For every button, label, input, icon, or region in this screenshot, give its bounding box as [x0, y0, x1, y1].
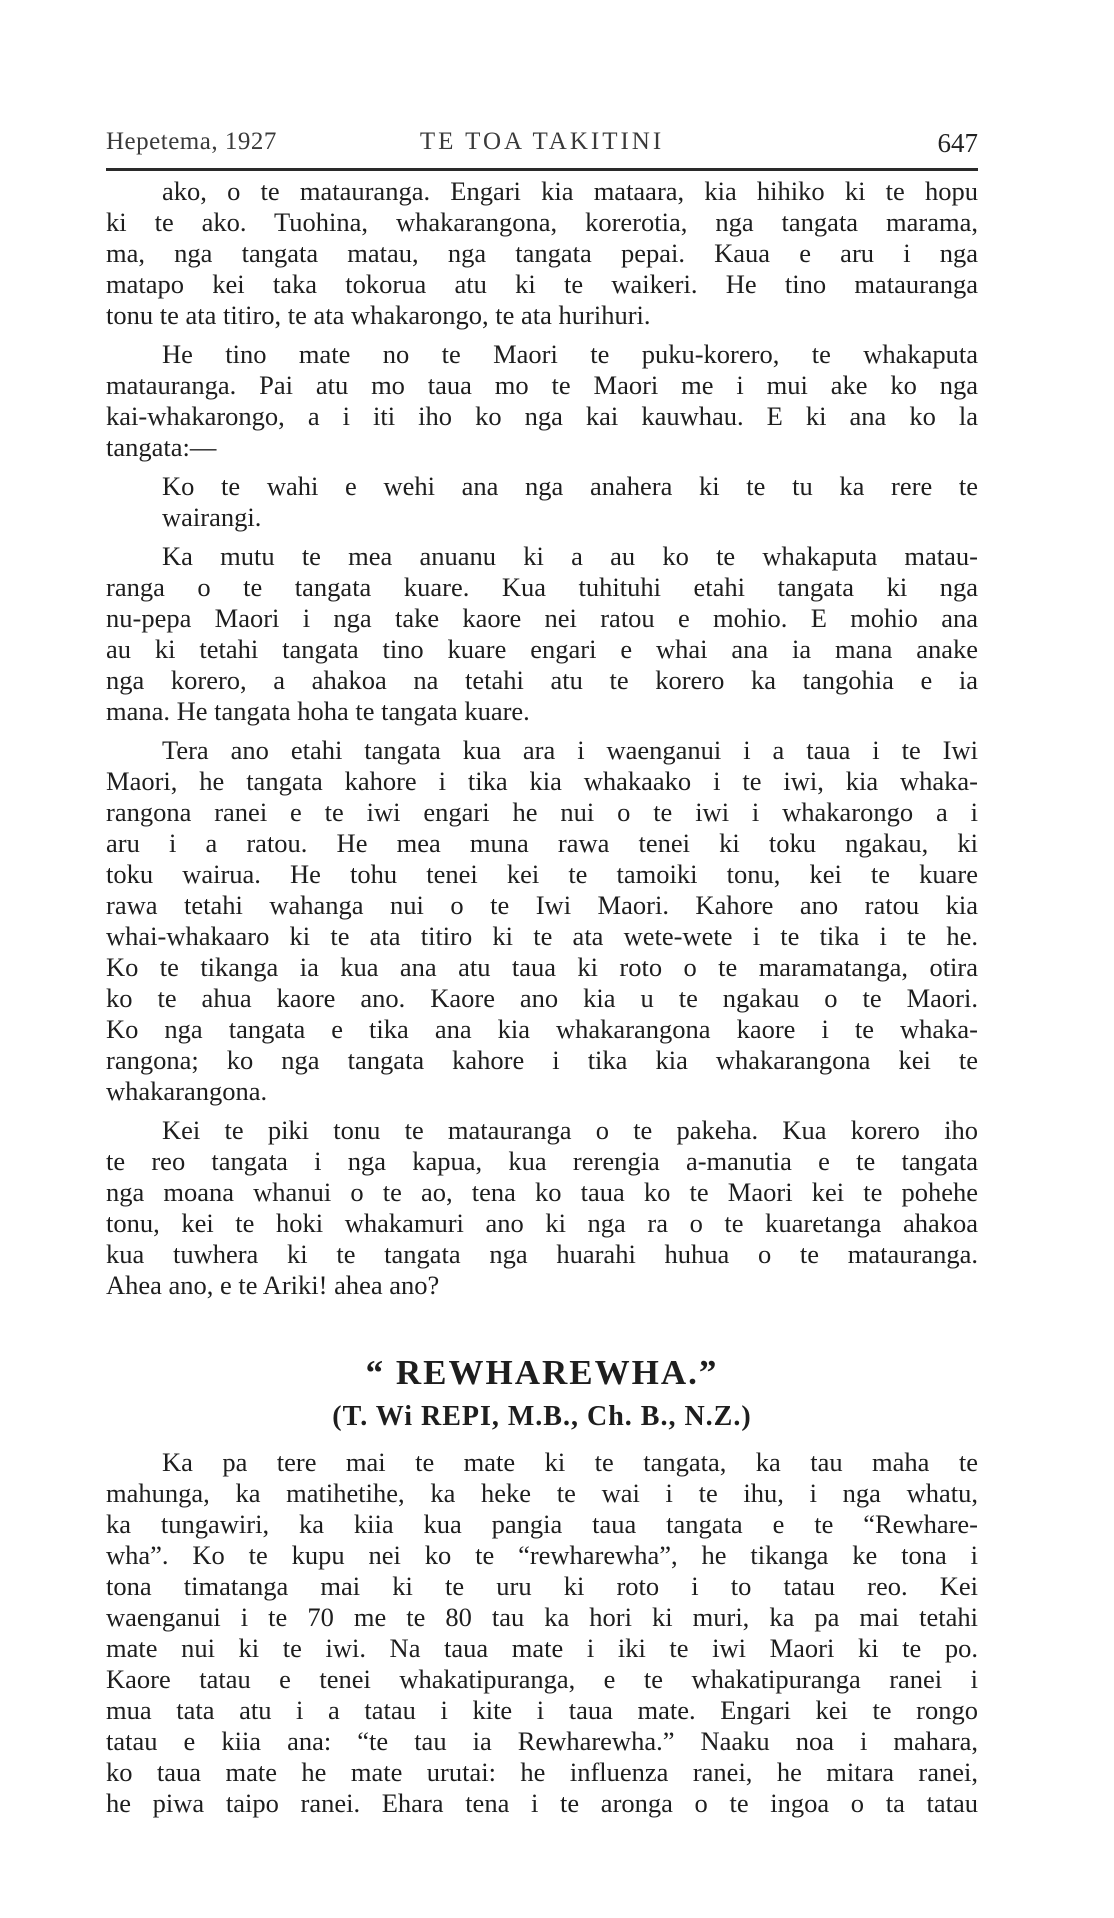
text-line: au ki tetahi tangata tino kuare engari e whai ana ia mana anake: [106, 634, 978, 664]
text-line: ma, nga tangata matau, nga tangata pepai. Kaua e aru i nga: [106, 238, 978, 268]
text-line: matapo kei taka tokorua atu ki te waikeri. He tino matauranga: [106, 269, 978, 299]
article-paragraph: [106, 1447, 978, 1819]
paragraph: [106, 541, 978, 727]
text-line: kai-whakarongo, a i iti iho ko nga kai kauwhau. E ki ana ko la: [106, 401, 978, 431]
paragraph: [106, 339, 978, 463]
text-line: rangona; ko nga tangata kahore i tika kia whakarangona kei te: [106, 1045, 978, 1075]
text-line: tona timatanga mai ki te uru ki roto i to tatau reo. Kei: [106, 1571, 978, 1601]
header-page-number: 647: [937, 128, 978, 158]
text-line: toku wairua. He tohu tenei kei te tamoiki tonu, kei te kuare: [106, 859, 978, 889]
paragraph: [106, 735, 978, 1107]
text-line: Ahea ano, e te Ariki! ahea ano?: [106, 1270, 440, 1300]
text-line: Ka pa tere mai te mate ki te tangata, ka tau maha te: [162, 1447, 978, 1477]
text-line: nga moana whanui o te ao, tena ko taua ko te Maori kei te pohehe: [106, 1177, 978, 1207]
paragraph: [106, 176, 978, 331]
text-line: whai-whakaaro ki te ata titiro ki te ata wete-wete i te tika i te he.: [106, 921, 978, 951]
text-line: tonu, kei te hoki whakamuri ano ki nga ra o te kuaretanga ahakoa: [106, 1208, 978, 1238]
text-line: ka tungawiri, ka kiia kua pangia taua tangata e te “Rewhare-: [106, 1509, 978, 1539]
text-line: Kaore tatau e tenei whakatipuranga, e te whakatipuranga ranei i: [106, 1664, 978, 1694]
text-line: wairangi.: [162, 502, 262, 532]
text-line: mate nui ki te iwi. Na taua mate i iki te iwi Maori ki te po.: [106, 1633, 978, 1663]
text-line: matauranga. Pai atu mo taua mo te Maori me i mui ake ko nga: [106, 370, 978, 400]
text-line: Ko te wahi e wehi ana nga anahera ki te tu ka rere te: [162, 471, 978, 501]
text-line: ki te ako. Tuohina, whakarangona, korerotia, nga tangata marama,: [106, 207, 978, 237]
text-line: nga korero, a ahakoa na tetahi atu te korero ka tangohia e ia: [106, 665, 978, 695]
text-line: ko taua mate he mate urutai: he influenza ranei, he mitara ranei,: [106, 1757, 978, 1787]
text-line: wha”. Ko te kupu nei ko te “rewharewha”, he tikanga ke tona i: [106, 1540, 978, 1570]
text-line: mua tata atu i a tatau i kite i taua mate. Engari kei te rongo: [106, 1695, 978, 1725]
text-line: te reo tangata i nga kapua, kua rerengia a-manutia e te tangata: [106, 1146, 978, 1176]
paragraph: [106, 1115, 978, 1301]
text-line: ako, o te matauranga. Engari kia mataara, kia hihiko ki te hopu: [162, 176, 978, 206]
text-line: mahunga, ka matihetihe, ka heke te wai i te ihu, i nga whatu,: [106, 1478, 978, 1508]
header-rule: [106, 168, 978, 171]
header-date: Hepetema, 1927: [106, 128, 277, 155]
text-line: Kei te piki tonu te matauranga o te pakeha. Kua korero iho: [162, 1115, 978, 1145]
article-byline: (T. Wi REPI, M.B., Ch. B., N.Z.): [332, 1401, 752, 1432]
text-line: he piwa taipo ranei. Ehara tena i te aronga o te ingoa o ta tatau: [106, 1788, 978, 1818]
text-line: aru i a ratou. He mea muna rawa tenei ki toku ngakau, ki: [106, 828, 978, 858]
text-line: nu-pepa Maori i nga take kaore nei ratou e mohio. E mohio ana: [106, 603, 978, 633]
text-line: He tino mate no te Maori te puku-korero, te whakaputa: [162, 339, 978, 369]
running-header: [106, 128, 978, 164]
header-journal-title: TE TOA TAKITINI: [419, 128, 665, 155]
text-line: Ka mutu te mea anuanu ki a au ko te whakaputa matau-: [162, 541, 978, 571]
text-line: rangona ranei e te iwi engari he nui o te iwi i whakarongo a i: [106, 797, 978, 827]
text-line: tonu te ata titiro, te ata whakarongo, te ata hurihuri.: [106, 300, 651, 330]
text-line: Ko nga tangata e tika ana kia whakarangona kaore i te whaka-: [106, 1014, 978, 1044]
text-line: waenganui i te 70 me te 80 tau ka hori ki muri, ka pa mai tetahi: [106, 1602, 978, 1632]
text-line: Tera ano etahi tangata kua ara i waenganui i a taua i te Iwi: [162, 735, 978, 765]
text-line: whakarangona.: [106, 1076, 268, 1106]
text-line: tangata:—: [106, 432, 217, 462]
text-line: ko te ahua kaore ano. Kaore ano kia u te ngakau o te Maori.: [106, 983, 978, 1013]
body-text: [106, 176, 978, 1819]
text-line: rawa tetahi wahanga nui o te Iwi Maori. Kahore ano ratou kia: [106, 890, 978, 920]
text-line: ranga o te tangata kuare. Kua tuhituhi etahi tangata ki nga: [106, 572, 978, 602]
text-line: mana. He tangata hoha te tangata kuare.: [106, 696, 530, 726]
text-line: Maori, he tangata kahore i tika kia whakaako i te iwi, kia whaka-: [106, 766, 978, 796]
text-line: kua tuwhera ki te tangata nga huarahi huhua o te matauranga.: [106, 1239, 978, 1269]
paragraph: [106, 471, 978, 533]
text-line: tatau e kiia ana: “te tau ia Rewharewha.” Naaku noa i mahara,: [106, 1726, 978, 1756]
text-line: Ko te tikanga ia kua ana atu taua ki roto o te maramatanga, otira: [106, 952, 978, 982]
article-title: “ REWHAREWHA.”: [365, 1353, 719, 1392]
